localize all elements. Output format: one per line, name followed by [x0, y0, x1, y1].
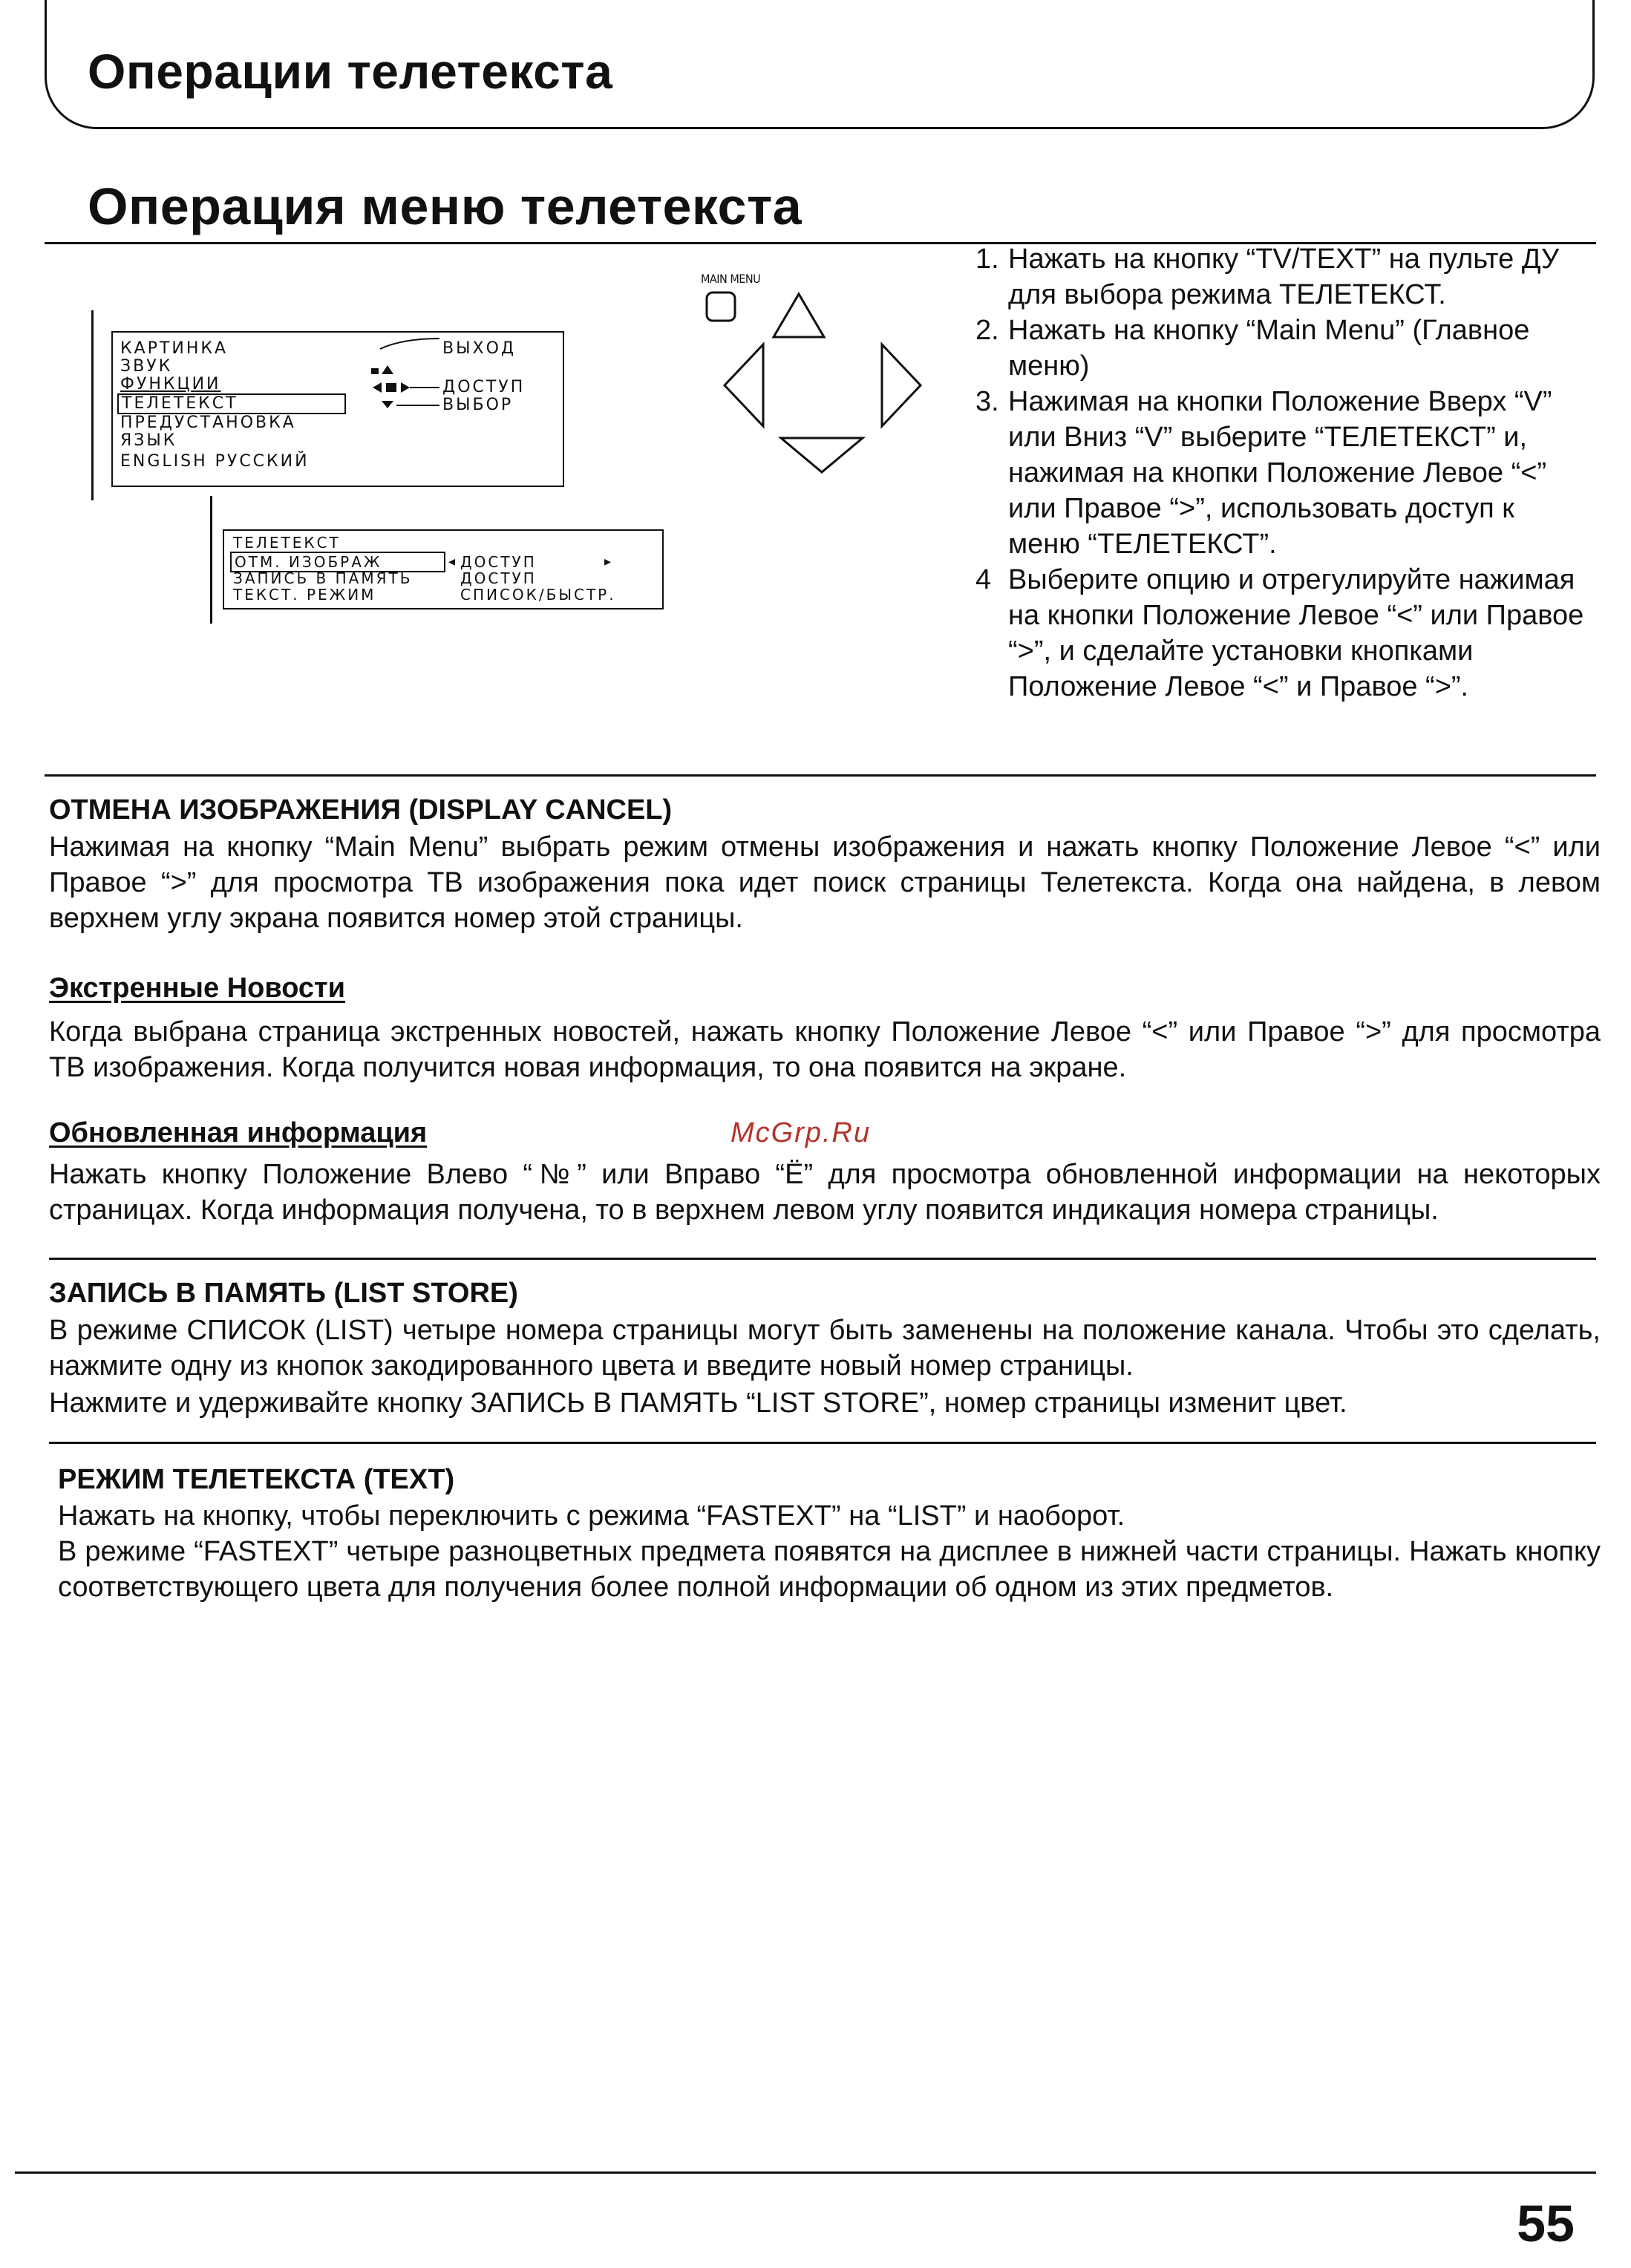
watermark: McGrp.Ru	[730, 1117, 872, 1148]
main-menu-button-label: MAIN MENU	[701, 272, 761, 286]
osd-item-picture: КАРТИНКА	[120, 339, 229, 358]
text-mode-text-2: В режиме “FASTEXT” четыре разноцветных предмета появятся на дисплее в нижней части страницы. Нажать кнопку соответствующего цвета для получения более полной информации об одном из этих предметов.	[58, 1536, 1601, 1603]
display-cancel-text: Нажимая на кнопку “Main Menu” выбрать режим отмены изображения и нажать кнопку Положение Левое “<” или Правое “>” для просмотра ТВ изображения пока идет поиск страницы Телетекста. Когда она найдена, в левом верхнем углу экрана появится номер этой страницы.	[49, 831, 1601, 934]
step-item: 4 Выберите опцию и отрегулируйте нажимая на кнопки Положение Левое “<” или Правое “>”, и сделайте установки кнопками Положение Левое “<” и Правое “>”.	[975, 564, 1584, 702]
update-title: Обновленная информация	[49, 1117, 428, 1148]
left-arrow-icon	[725, 344, 763, 426]
teletext-osd-title: ТЕЛЕТЕКСТ	[233, 534, 341, 552]
teletext-osd-row-value: ДОСТУП	[460, 553, 537, 571]
section-divider	[45, 774, 1596, 777]
list-store-text-2: Нажмите и удерживайте кнопку ЗАПИСЬ В ПАМЯТЬ “LIST STORE”, номер страницы изменит цвет.	[49, 1388, 1347, 1419]
display-cancel-title: ОТМЕНА ИЗОБРАЖЕНИЯ (DISPLAY CANCEL)	[49, 794, 673, 826]
osd-exit-label: ВЫХОД	[442, 339, 517, 358]
update-text: Нажать кнопку Положение Влево “№” или Вправо “Ё” для просмотра обновленной информации на некоторых страницах. Когда информация получена, то в верхнем левом углу появится индикация номера страницы.	[49, 1159, 1601, 1226]
teletext-osd-row-value: ДОСТУП	[460, 569, 537, 587]
osd-select-label: ВЫБОР	[442, 396, 514, 414]
main-menu-osd	[111, 331, 564, 487]
step-item: 3. Нажимая на кнопки Положение Вверх “V” или Вниз “V” выберите “ТЕЛЕТЕКСТ” и, нажимая на кнопки Положение Левое “<” или Правое “>”, использовать доступ к меню “ТЕЛЕТЕКСТ”.	[975, 386, 1552, 560]
osd-item-sound: ЗВУК	[120, 357, 173, 376]
teletext-osd-row-arrow-right: ▸	[604, 554, 614, 569]
instruction-steps	[975, 241, 1584, 705]
step-item: 1. Нажать на кнопку “TV/TEXT” на пульте ДУ для выбора режима ТЕЛЕТЕКСТ.	[975, 244, 1560, 310]
osd-item-teletext: ТЕЛЕТЕКСТ	[122, 394, 238, 413]
page-title: Операции телетекста	[88, 44, 613, 99]
teletext-submenu-osd	[223, 529, 664, 610]
teletext-osd-row-value: СПИСОК/БЫСТР.	[460, 586, 616, 604]
osd-item-preset: ПРЕДУСТАНОВКА	[120, 414, 296, 432]
teletext-osd-row-label: ОТМ. ИЗОБРАЖ	[235, 553, 382, 571]
page-number: 55	[1517, 2195, 1575, 2252]
up-arrow-icon	[774, 294, 824, 337]
osd-item-language: ЯЗЫК	[120, 431, 177, 450]
list-store-text-1: В режиме СПИСОК (LIST) четыре номера страницы могут быть заменены на положение канала. Чтобы это сделать, нажмите одну из кнопок закодированного цвета и введите новый номер страницы.	[49, 1315, 1601, 1382]
text-mode-text-1: Нажать на кнопку, чтобы переключить с режима “FASTEXT” на “LIST” и наоборот.	[58, 1500, 1125, 1532]
main-menu-button-icon	[707, 293, 735, 321]
teletext-osd-row-arrow-left: ◂	[448, 554, 458, 569]
down-arrow-icon	[781, 438, 863, 472]
osd-access-label: ДОСТУП	[442, 378, 526, 396]
list-store-title: ЗАПИСЬ В ПАМЯТЬ (LIST STORE)	[49, 1278, 518, 1309]
teletext-osd-row-label: ТЕКСТ. РЕЖИМ	[233, 586, 376, 604]
remote-nav-diagram	[690, 282, 935, 490]
footer-divider	[15, 2171, 1596, 2174]
news-flash-title: Экстренные Новости	[49, 973, 346, 1004]
diagram-bracket-2	[210, 496, 212, 624]
teletext-osd-row-label: ЗАПИСЬ В ПАМЯТЬ	[233, 569, 413, 587]
osd-item-teletext-selected	[117, 393, 346, 414]
osd-item-language-options: ENGLISH РУССКИЙ	[120, 452, 310, 471]
section-divider	[49, 1258, 1596, 1260]
osd-item-functions: ФУНКЦИИ	[120, 375, 221, 393]
text-mode-title: РЕЖИМ ТЕЛЕТЕКСТА (TEXT)	[58, 1464, 455, 1495]
diagram-bracket-1	[91, 310, 94, 500]
step-item: 2. Нажать на кнопку “Main Menu” (Главное меню)	[975, 315, 1530, 382]
news-flash-text: Когда выбрана страница экстренных новостей, нажать кнопку Положение Левое “<” или Правое “>” для просмотра ТВ изображения. Когда получится новая информация, то она появится на экране.	[49, 1016, 1601, 1083]
right-arrow-icon	[882, 344, 921, 426]
section-divider	[49, 1442, 1596, 1444]
section-heading: Операция меню телетекста	[88, 177, 803, 235]
